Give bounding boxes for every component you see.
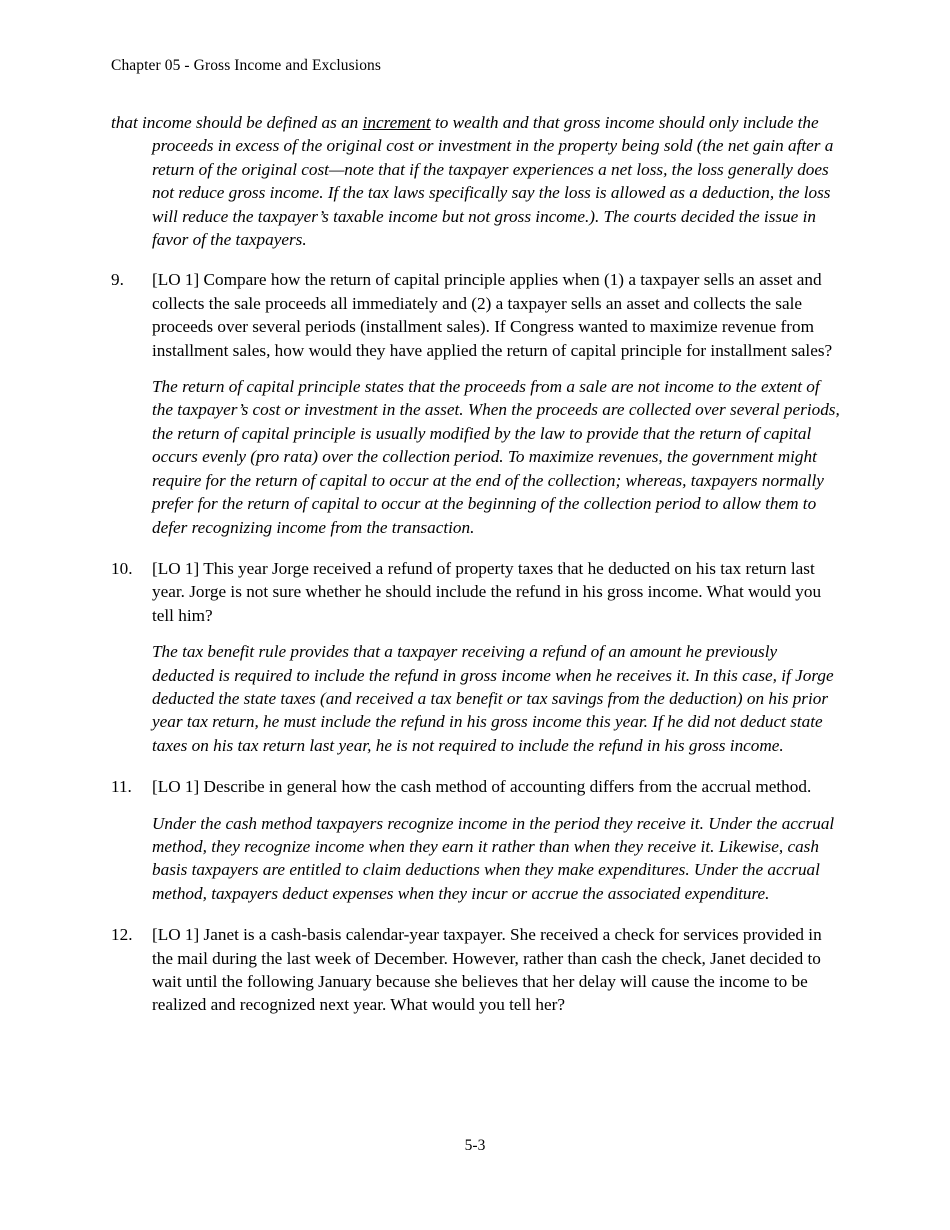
learning-objective-tag-9: [LO 1] [152,270,200,290]
question-prompt-11: Describe in general how the cash method of accounting differs from the accrual method. [199,777,812,797]
document-body [111,111,840,1030]
question-number-12: 12. [111,925,133,945]
page-folio: 5-3 [464,1137,486,1154]
question-number-10: 10. [111,558,133,578]
answer-text-10: The tax benefit rule provides that a taxpayer receiving a refund of an amount he previously deducted is required to include the refund in gross income when he receives it. In this case, if Jorge deducted the state taxes (and received a tax benefit or tax savings from the deduction) on his prior year tax return, he must include the refund in his gross income this year. If he did not deduct state taxes on his tax return last year, he is not required to include the refund in his gross income. [152,642,834,755]
learning-objective-tag-11: [LO 1] [152,777,200,797]
question-number-9: 9. [111,270,124,290]
question-item-10 [111,557,840,627]
answer-text-9: The return of capital principle states that the proceeds from a sale are not income to the extent of the taxpayer’s cost or investment in the asset. When the proceeds are collected over several periods, the return of capital principle is usually modified by the law to provide that the return of capital occurs evenly (pro rata) over the collection period. To maximize revenues, the government might require for the return of capital to occur at the end of the collection; whereas, taxpayers normally prefer for the return of capital to occur at the beginning of the collection period to allow them to defer recognizing income from the transaction. [152,377,840,537]
running-head: Chapter 05 - Gross Income and Exclusions [111,57,382,74]
continued-paragraph-part-1: that income should be defined as an [111,113,363,132]
continued-paragraph [111,111,840,251]
increment-underlined-term: increment [362,113,431,132]
question-text-11 [152,775,840,798]
question-prompt-10: This year Jorge received a refund of property taxes that he deducted on his tax return last year. Jorge is not sure whether he should include the refund in his gross income. What would you tell him? [152,558,822,625]
learning-objective-tag-10: [LO 1] [152,558,200,578]
question-text-9 [152,268,840,362]
answer-text-11: Under the cash method taxpayers recognize income in the period they receive it. Under the accrual method, they recognize income when they earn it rather than when they receive it. Likewise, cash basis taxpayers are entitled to claim deductions when they make expenditures. Under the accrual method, taxpayers deduct expenses when they incur or accrue the associated expenditure. [152,813,835,903]
question-prompt-12: Janet is a cash-basis calendar-year taxpayer. She received a check for services provided in the mail during the last week of December. However, rather than cash the check, Janet decided to wait until the following January because she believes that her delay will cause the income to be realized and recognized next year. What would you tell her? [152,925,822,1015]
question-item-9 [111,268,840,362]
question-item-11 [111,775,840,798]
question-item-12 [111,923,840,1017]
question-prompt-9: Compare how the return of capital principle applies when (1) a taxpayer sells an asset and collects the sale proceeds all immediately and (2) a taxpayer sells an asset and collects the sale proceeds over several periods (installment sales). If Congress wanted to maximize revenue from installment sales, how would they have applied the return of capital principle for installment sales? [152,270,833,360]
question-number-11: 11. [111,777,132,797]
learning-objective-tag-12: [LO 1] [152,925,200,945]
question-text-10 [152,557,840,627]
question-text-12 [152,923,840,1017]
continued-paragraph-part-2: to wealth and that gross income should only include the proceeds in excess of the original cost or investment in the property being sold (the net gain after a return of the original cost—note that if the taxpayer experiences a net loss, the loss generally does not reduce gross income. If the tax laws specifically say the loss is allowed as a deduction, the loss will reduce the taxpayer’s taxable income but not gross income.). The courts decided the issue in favor of the taxpayers. [152,113,834,250]
